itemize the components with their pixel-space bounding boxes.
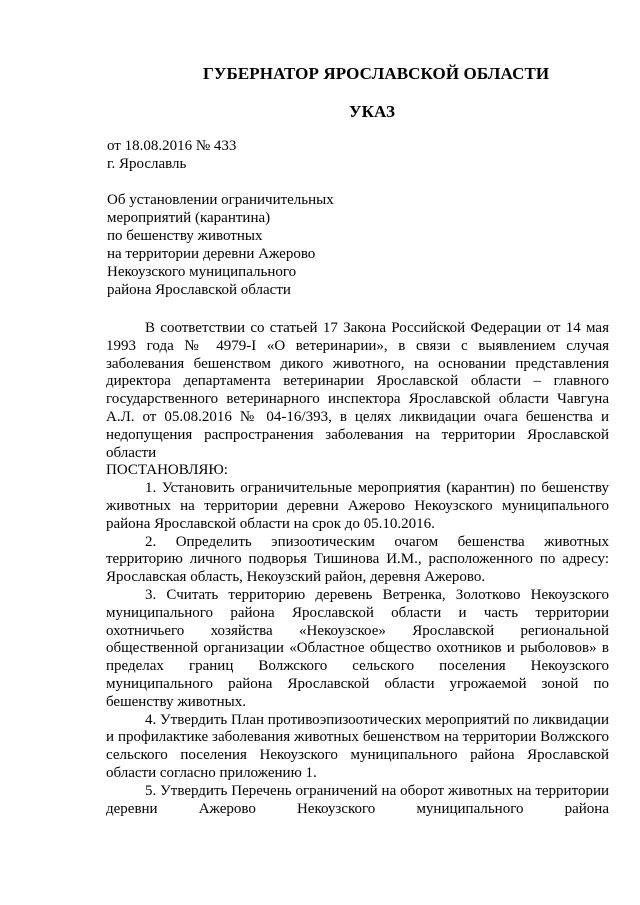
decree-item: 3. Считать территорию деревень Ветренка, Золотково Некоузского муниципального района Ярославской области и часть территории охотничьего хозяйства «Некоузское» Ярославской региональной общественной организации «Областное общество охотников и рыболовов» в пределах границ Волжского сельского поселения Некоузского муниципального района Ярославской области угрожаемой зоной по бешенству животных. [106, 586, 609, 710]
decree-meta [107, 137, 236, 173]
decree-item: 4. Утвердить План противоэпизоотических мероприятий по ликвидации и профилактике заболевания животных бешенством на территории Волжского сельского поселения Некоузского муниципального района Ярославской области согласно приложению 1. [106, 711, 609, 781]
decree-body [106, 320, 609, 819]
decree-city: г. Ярославль [107, 156, 187, 172]
subject-line: мероприятий (карантина) [107, 210, 271, 226]
document-type-heading: УКАЗ [349, 102, 396, 121]
decree-item: 2. Определить эпизоотическим очагом бешенства животных территорию личного подворья Тишинова И.М., расположенного по адресу: Ярославская область, Некоузский район, деревня Ажерово. [106, 533, 609, 586]
subject-line: района Ярославской области [107, 282, 291, 298]
subject-line: на территории деревни Ажерово [107, 246, 316, 262]
decree-item: 5. Утвердить Перечень ограничений на оборот животных на территории деревни Ажерово Некоузского муниципального района [106, 782, 609, 817]
continued-item-wrapper [106, 783, 609, 819]
decree-subject [107, 191, 334, 299]
resolve-word: ПОСТАНОВЛЯЮ: [106, 462, 228, 479]
subject-line: по бешенству животных [107, 228, 263, 244]
subject-line: Об установлении ограничительных [107, 192, 334, 208]
preamble-paragraph: В соответствии со статьей 17 Закона Российской Федерации от 14 мая 1993 года № 4979-I «О ветеринарии», в связи с выявлением случая заболевания бешенством дикого животного, на основании представления директора департамента ветеринарии Ярославской области – главного государственного ветеринарного инспектора Ярославской области Чавгуна А.Л. от 05.08.2016 № 04-16/393, в целях ликвидации очага бешенства и недопущения распространения заболевания на территории Ярославской области [106, 320, 609, 461]
decree-date-number: от 18.08.2016 № 433 [107, 138, 237, 154]
subject-line: Некоузского муниципального [107, 264, 297, 280]
decree-item: 1. Установить ограничительные мероприятия (карантин) по бешенству животных на территории деревни Ажерово Некоузского муниципального района Ярославской области на срок до 05.10.2016. [106, 480, 609, 532]
issuing-authority-heading: ГУБЕРНАТОР ЯРОСЛАВСКОЙ ОБЛАСТИ [203, 64, 550, 83]
